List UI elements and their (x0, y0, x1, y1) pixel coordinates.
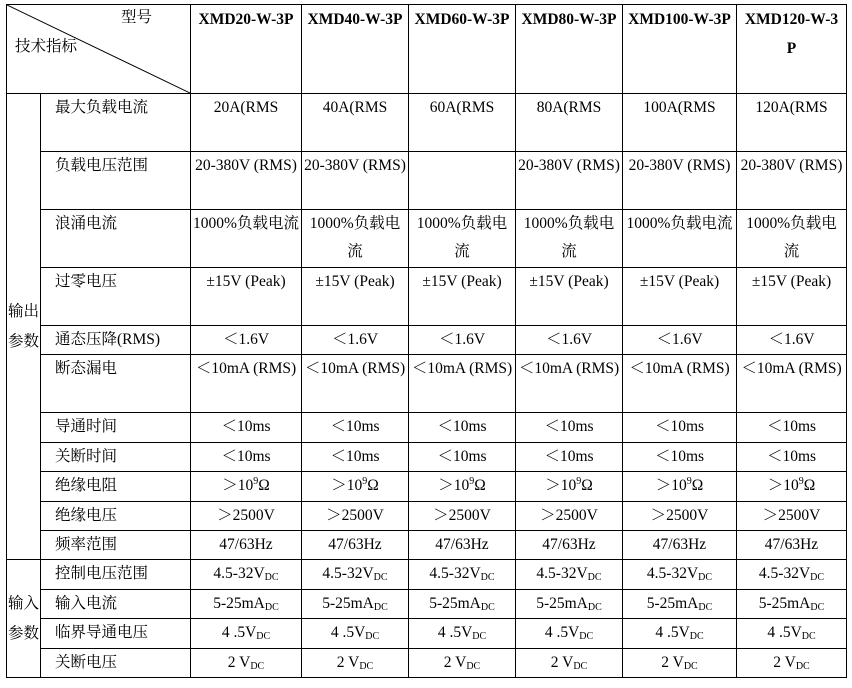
param-value: ＜1.6V (302, 326, 409, 355)
value-subscript: DC (587, 602, 602, 613)
param-value: 47/63Hz (302, 531, 409, 560)
value-main: 5-25mA (758, 595, 811, 612)
value-main: 4.5-32V (758, 565, 811, 582)
value-main: 5-25mA (646, 595, 699, 612)
param-row (7, 649, 847, 678)
value-main: 4.5-32V (536, 565, 588, 582)
param-value: ＞2500V (737, 502, 847, 531)
param-name: 负载电压范围 (41, 152, 191, 210)
param-value: ＜10ms (737, 443, 847, 472)
value-main: 4 .5V (330, 624, 366, 641)
param-name: 临界导通电压 (41, 619, 191, 649)
param-row (7, 502, 847, 531)
value-main: 2 V (227, 654, 251, 671)
param-value: ＜1.6V (191, 326, 302, 355)
param-row (7, 413, 847, 443)
value-subscript: DC (359, 661, 374, 672)
value-main: 5-25mA (429, 595, 481, 612)
param-value: ±15V (Peak) (191, 268, 302, 326)
param-value: ＜10ms (191, 443, 302, 472)
param-value: ＞2500V (302, 502, 409, 531)
param-value: ＜10ms (623, 413, 737, 443)
param-value (623, 590, 737, 619)
param-name: 浪涌电流 (41, 210, 191, 268)
param-value: 1000%负载电流 (191, 210, 302, 268)
param-value (302, 619, 409, 649)
param-value (516, 619, 623, 649)
param-value: ＜10ms (516, 443, 623, 472)
param-value: ＜10ms (737, 413, 847, 443)
param-row (7, 94, 847, 152)
model-header: XMD40-W-3P (302, 5, 409, 94)
value-subscript: DC (365, 631, 380, 642)
param-value: ±15V (Peak) (737, 268, 847, 326)
param-value: ＜10ms (516, 413, 623, 443)
value-subscript: DC (264, 572, 279, 583)
header-row (7, 5, 847, 94)
value-subscript: DC (472, 631, 487, 642)
param-row (7, 531, 847, 560)
value-main: 4.5-32V (429, 565, 481, 582)
value-subscript: DC (810, 602, 825, 613)
value-main: 5-25mA (213, 595, 265, 612)
param-value: ＜10ms (302, 413, 409, 443)
value-subscript: DC (250, 661, 265, 672)
param-value: ＜10mA (RMS) (409, 355, 516, 413)
value-main: 2 V (550, 654, 574, 671)
value-main: 2 V (661, 654, 684, 671)
value-main: 4 .5V (437, 624, 473, 641)
param-value (737, 649, 847, 678)
spec-table (6, 4, 847, 678)
param-row (7, 443, 847, 472)
value-subscript: DC (480, 572, 495, 583)
param-row (7, 268, 847, 326)
param-value (516, 590, 623, 619)
param-value: 20-380V (RMS) (191, 152, 302, 210)
param-row (7, 152, 847, 210)
value-exponent: 9 (798, 476, 804, 487)
param-value (302, 590, 409, 619)
param-value: ＜10mA (RMS) (516, 355, 623, 413)
model-header: XMD20-W-3P (191, 5, 302, 94)
param-value: 47/63Hz (516, 531, 623, 560)
value-base: ＞10 (655, 477, 687, 494)
value-main: 4 .5V (544, 624, 580, 641)
param-value: ＜10ms (302, 443, 409, 472)
param-value: ＜10mA (RMS) (737, 355, 847, 413)
param-value (302, 649, 409, 678)
param-value (737, 590, 847, 619)
value-subscript: DC (264, 602, 279, 613)
param-row (7, 472, 847, 502)
model-header: XMD120-W-3P (737, 5, 847, 94)
value-main: 5-25mA (536, 595, 588, 612)
param-value: ＞2500V (409, 502, 516, 531)
header-diagonal-cell (7, 5, 191, 94)
value-exponent: 9 (253, 476, 259, 487)
param-value: 1000%负载电流 (737, 210, 847, 268)
value-main: 2 V (773, 654, 796, 671)
param-value (516, 472, 623, 502)
spec-table-body (7, 5, 847, 678)
value-base: ＞10 (438, 477, 470, 494)
param-value: 1000%负载电流 (409, 210, 516, 268)
param-value: 40A(RMS (302, 94, 409, 152)
param-name: 输入电流 (41, 590, 191, 619)
param-name: 绝缘电阻 (41, 472, 191, 502)
param-value (623, 472, 737, 502)
value-main: 4 .5V (767, 624, 802, 641)
param-row (7, 355, 847, 413)
param-value: ＜1.6V (623, 326, 737, 355)
param-value: 47/63Hz (191, 531, 302, 560)
value-main: 5-25mA (322, 595, 374, 612)
model-label: 型号 (120, 9, 152, 26)
value-base: ＞10 (331, 477, 363, 494)
param-name: 绝缘电压 (41, 502, 191, 531)
value-subscript: DC (698, 602, 713, 613)
value-main: 2 V (443, 654, 467, 671)
param-value (409, 619, 516, 649)
param-name: 频率范围 (41, 531, 191, 560)
param-value (516, 560, 623, 590)
value-subscript: DC (573, 661, 588, 672)
param-value (409, 152, 516, 210)
param-value: 20-380V (RMS) (623, 152, 737, 210)
value-subscript: DC (795, 661, 810, 672)
param-value: ＜1.6V (409, 326, 516, 355)
value-main: 4.5-32V (646, 565, 699, 582)
value-base: ＞10 (222, 477, 254, 494)
param-value: 20-380V (RMS) (302, 152, 409, 210)
param-value: ＜10mA (RMS) (302, 355, 409, 413)
param-name: 关断电压 (41, 649, 191, 678)
value-subscript: DC (689, 631, 704, 642)
value-subscript: DC (373, 602, 388, 613)
value-base: ＞10 (545, 477, 577, 494)
param-row (7, 619, 847, 649)
param-value: ＜10ms (409, 413, 516, 443)
value-subscript: DC (810, 572, 825, 583)
param-value: 47/63Hz (737, 531, 847, 560)
param-row (7, 560, 847, 590)
param-row (7, 210, 847, 268)
param-value (623, 619, 737, 649)
group-label: 输入参数 (7, 560, 41, 678)
param-value: 1000%负载电流 (623, 210, 737, 268)
model-header: XMD80-W-3P (516, 5, 623, 94)
value-subscript: DC (256, 631, 271, 642)
param-value: 120A(RMS (737, 94, 847, 152)
param-row (7, 590, 847, 619)
value-subscript: DC (698, 572, 713, 583)
param-value (737, 472, 847, 502)
param-value: 20-380V (RMS) (516, 152, 623, 210)
value-main: 2 V (336, 654, 360, 671)
param-value: 80A(RMS (516, 94, 623, 152)
value-main: 4.5-32V (213, 565, 265, 582)
value-main: 4 .5V (655, 624, 690, 641)
value-subscript: DC (587, 572, 602, 583)
param-value (191, 590, 302, 619)
param-value (623, 649, 737, 678)
value-unit: Ω (803, 477, 816, 494)
param-value: 1000%负载电流 (516, 210, 623, 268)
param-name: 过零电压 (41, 268, 191, 326)
param-value: 47/63Hz (623, 531, 737, 560)
param-value (737, 619, 847, 649)
param-name: 通态压降(RMS) (41, 326, 191, 355)
param-name: 断态漏电 (41, 355, 191, 413)
param-value (191, 560, 302, 590)
value-unit: Ω (691, 477, 704, 494)
param-value (302, 560, 409, 590)
param-value: ＜10mA (RMS) (623, 355, 737, 413)
param-name: 控制电压范围 (41, 560, 191, 590)
param-value: ＞2500V (623, 502, 737, 531)
param-name: 导通时间 (41, 413, 191, 443)
param-value: 47/63Hz (409, 531, 516, 560)
param-value (409, 590, 516, 619)
value-unit: Ω (581, 477, 593, 494)
param-value: ＞2500V (191, 502, 302, 531)
param-value: ＞2500V (516, 502, 623, 531)
param-value: 100A(RMS (623, 94, 737, 152)
param-value (191, 619, 302, 649)
value-main: 4.5-32V (322, 565, 374, 582)
param-value: ±15V (Peak) (409, 268, 516, 326)
value-exponent: 9 (362, 476, 368, 487)
value-subscript: DC (579, 631, 594, 642)
param-value: ＜10ms (191, 413, 302, 443)
group-label: 输出参数 (7, 94, 41, 560)
param-value: 20A(RMS (191, 94, 302, 152)
param-value: ±15V (Peak) (623, 268, 737, 326)
model-header: XMD100-W-3P (623, 5, 737, 94)
value-base: ＞10 (767, 477, 799, 494)
value-subscript: DC (801, 631, 816, 642)
param-value (409, 472, 516, 502)
value-subscript: DC (373, 572, 388, 583)
value-unit: Ω (367, 477, 379, 494)
param-value (191, 472, 302, 502)
value-exponent: 9 (686, 476, 692, 487)
param-value (623, 560, 737, 590)
param-value: ±15V (Peak) (516, 268, 623, 326)
model-header: XMD60-W-3P (409, 5, 516, 94)
value-subscript: DC (683, 661, 698, 672)
param-value (409, 560, 516, 590)
param-name: 最大负载电流 (41, 94, 191, 152)
param-row (7, 326, 847, 355)
value-exponent: 9 (576, 476, 582, 487)
param-value: 1000%负载电流 (302, 210, 409, 268)
param-value: ＜10ms (409, 443, 516, 472)
value-main: 4 .5V (221, 624, 257, 641)
param-value: 60A(RMS (409, 94, 516, 152)
value-exponent: 9 (469, 476, 475, 487)
param-name: 关断时间 (41, 443, 191, 472)
param-value (737, 560, 847, 590)
param-value: 20-380V (RMS) (737, 152, 847, 210)
param-value: ＜10mA (RMS) (191, 355, 302, 413)
param-value: ＜1.6V (737, 326, 847, 355)
param-value (191, 649, 302, 678)
param-value: ＜10ms (623, 443, 737, 472)
param-label: 技术指标 (15, 38, 78, 55)
param-value: ±15V (Peak) (302, 268, 409, 326)
value-subscript: DC (480, 602, 495, 613)
param-value (516, 649, 623, 678)
param-value (409, 649, 516, 678)
param-value (302, 472, 409, 502)
param-value: ＜1.6V (516, 326, 623, 355)
value-unit: Ω (474, 477, 486, 494)
value-subscript: DC (466, 661, 481, 672)
value-unit: Ω (258, 477, 270, 494)
